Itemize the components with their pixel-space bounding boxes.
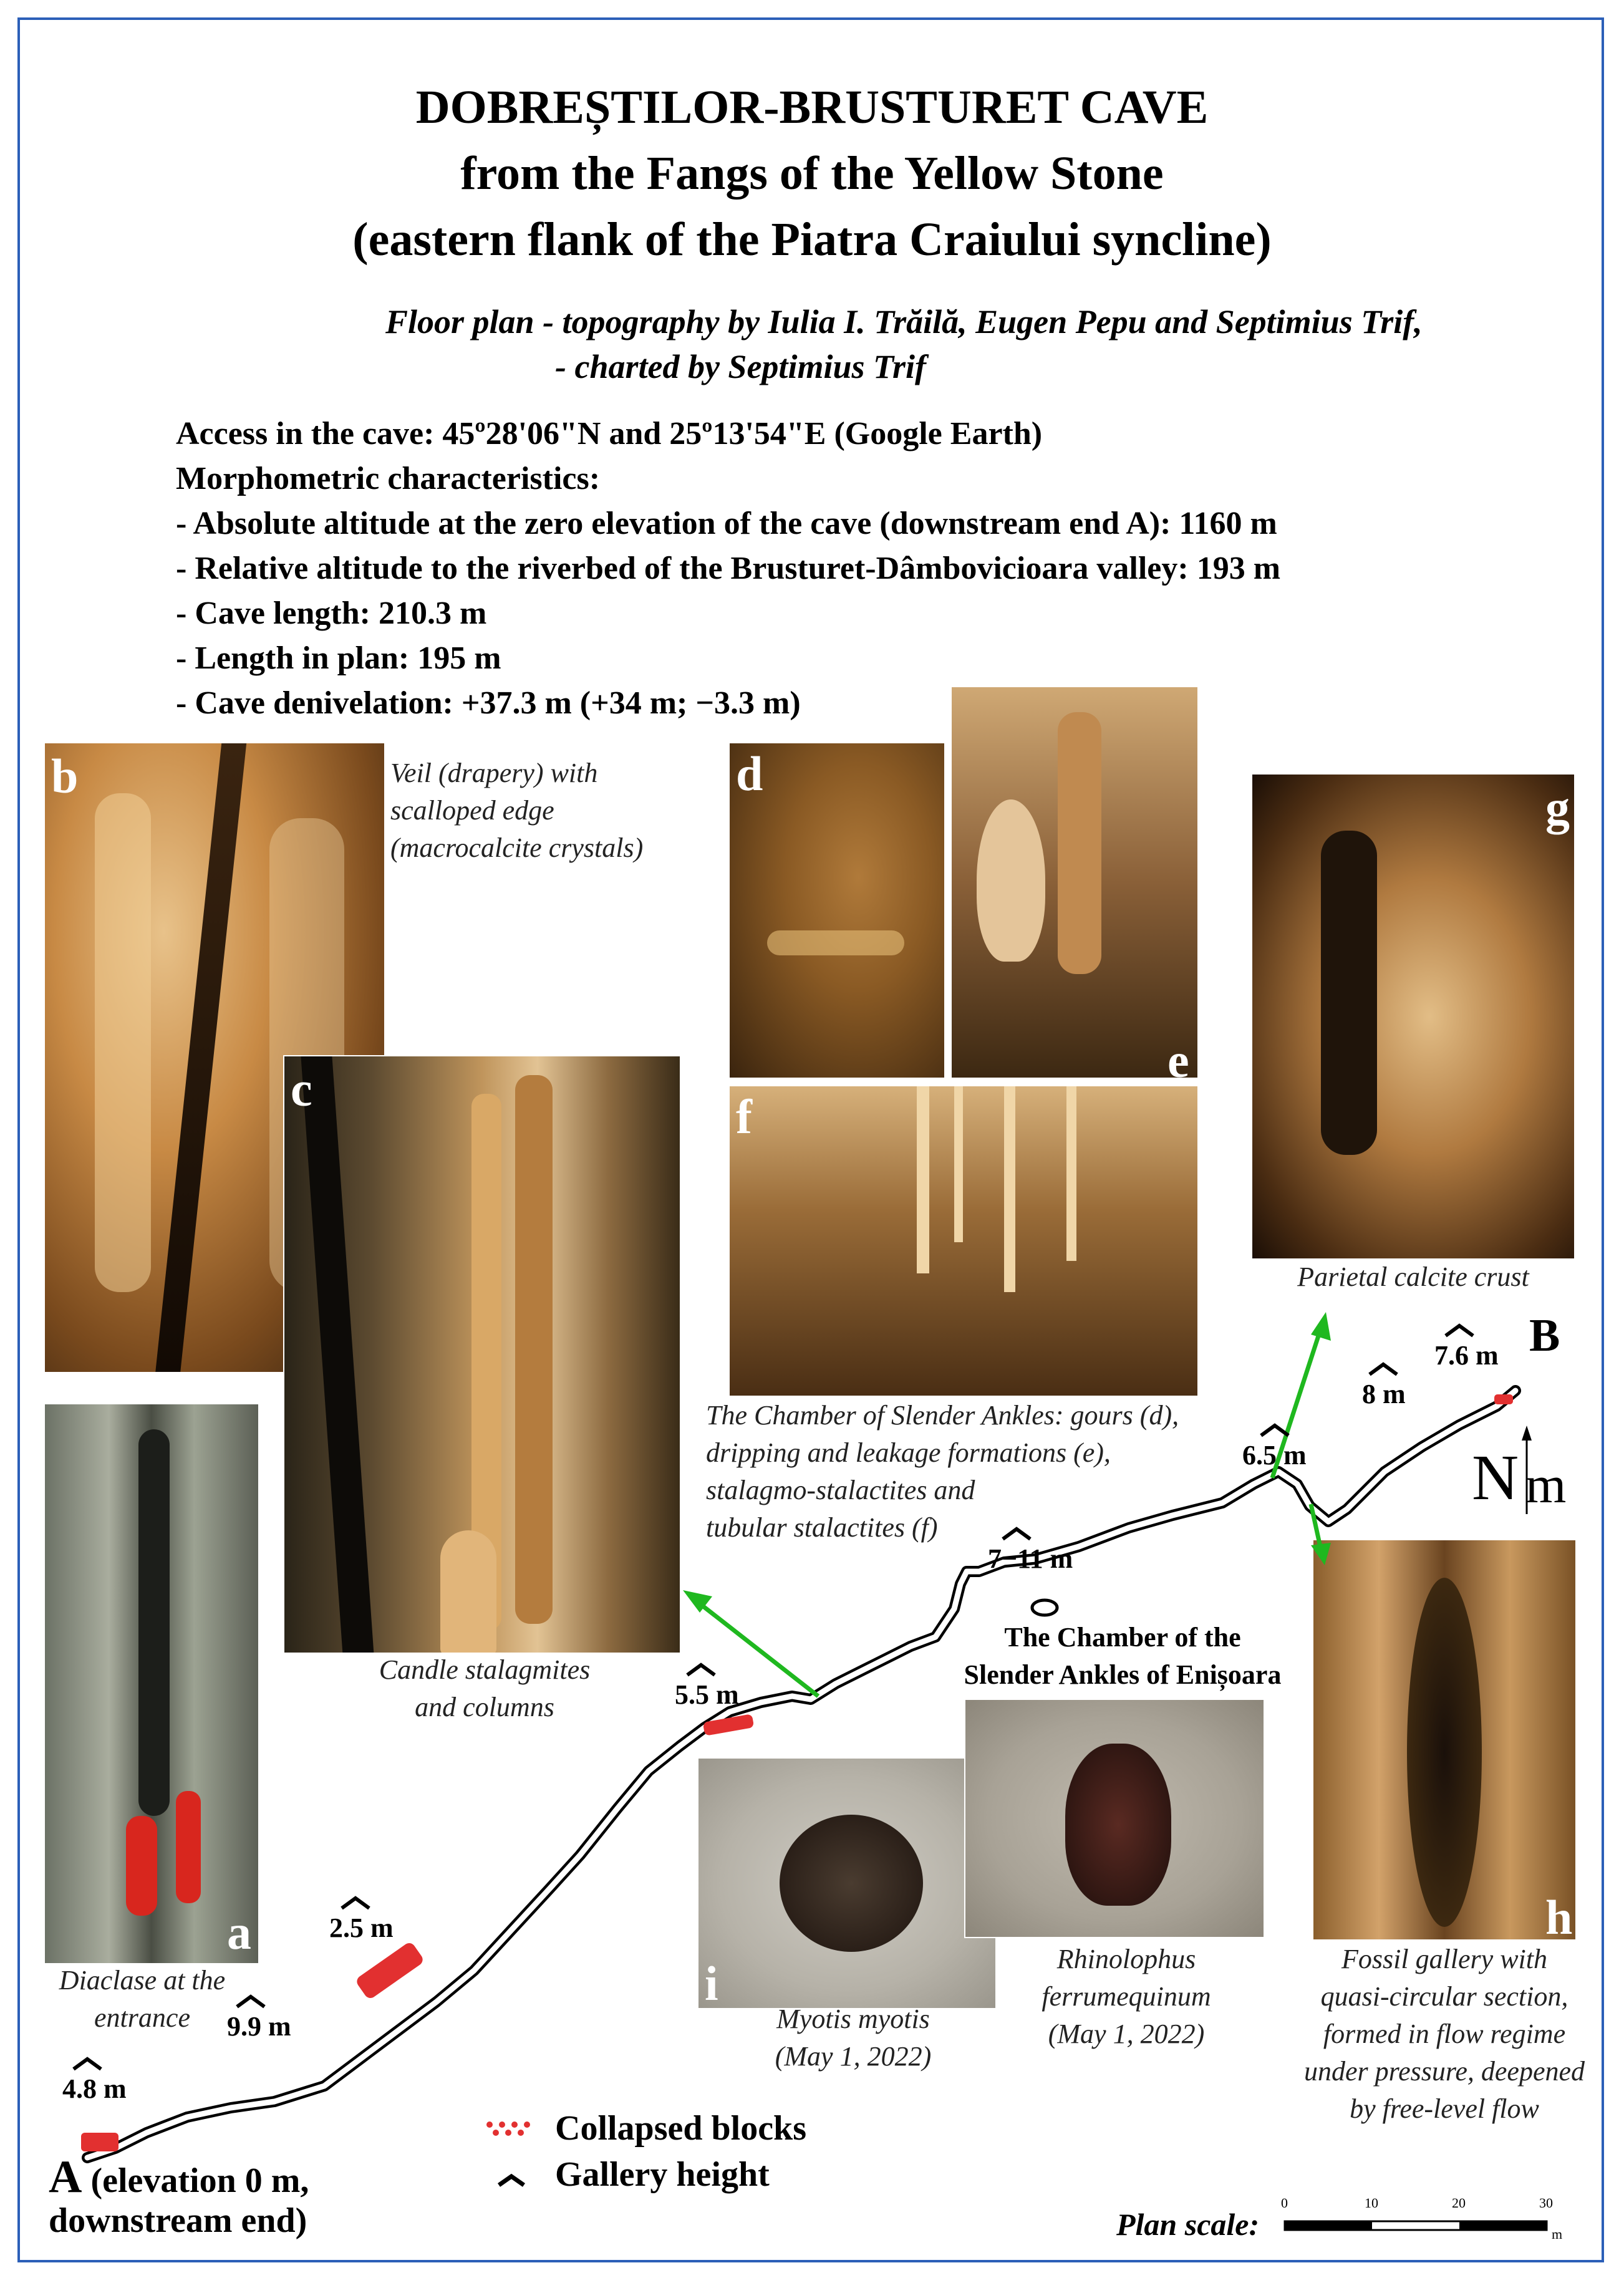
height-label-8: 8 m (1362, 1379, 1406, 1409)
height-label-5-5: 5.5 m (675, 1679, 739, 1710)
caption-c: Candle stalagmites and columns (379, 1654, 591, 1722)
height-label-6-5: 6.5 m (1242, 1440, 1307, 1470)
photo-letter-i: i (705, 1956, 718, 2009)
height-label-4-8: 4.8 m (62, 2073, 127, 2104)
chamber-label: The Chamber of the Slender Ankles of Enișoara (964, 1622, 1282, 1690)
legend-height-label: Gallery height (555, 2155, 770, 2194)
credit-line-1: Floor plan - topography by Iulia I. Trăilă, Eugen Pepu and Septimius Trif, (385, 303, 1423, 340)
north-unit: m (1525, 1456, 1567, 1514)
photo-letter-h: h (1545, 1890, 1573, 1941)
caption-a: Diaclase at the entrance (59, 1965, 226, 2033)
height-label-2-5: 2.5 m (329, 1913, 394, 1943)
title-line-3: (eastern flank of the Piatra Craiului syncline) (352, 213, 1272, 266)
point-a-label (49, 2151, 309, 2203)
scale-tick-30: 30 (1539, 2195, 1553, 2211)
photo-letter-c: c (291, 1062, 312, 1116)
legend-height-symbol (499, 2176, 524, 2185)
info-relative-altitude: - Relative altitude to the riverbed of the Brusturet-Dâmbovicioara valley: 193 m (176, 551, 1281, 586)
collapsed-blocks-marks (81, 1394, 1513, 2151)
info-access: Access in the cave: 45º28'06"N and 25º13'54"E (Google Earth) (176, 416, 1043, 451)
info-cave-length: - Cave length: 210.3 m (176, 596, 487, 631)
chamber-pillar (1032, 1600, 1057, 1615)
info-morphometric-heading: Morphometric characteristics: (176, 461, 601, 496)
scale-label: Plan scale: (1116, 2207, 1260, 2242)
photo-letter-f: f (736, 1089, 752, 1144)
legend-collapsed-symbol (486, 2121, 530, 2136)
photo-letter-b: b (51, 749, 79, 803)
photo-letter-d: d (736, 746, 763, 801)
scale-tick-0: 0 (1281, 2195, 1288, 2211)
height-label-7-6: 7.6 m (1434, 1340, 1499, 1371)
caption-rhinolophus: Rhinolophus ferrumequinum (May 1, 2022) (1042, 1944, 1211, 2049)
point-a-elevation: (elevation 0 m, (82, 2161, 309, 2200)
info-length-in-plan: - Length in plan: 195 m (176, 640, 501, 676)
credit-line-2: - charted by Septimius Trif (555, 348, 926, 385)
caption-f: The Chamber of Slender Ankles: gours (d), dripping and leakage formations (e), stalagmo-stalactites and tubular stalactites (f) (706, 1400, 1179, 1543)
info-denivelation: - Cave denivelation: +37.3 m (+34 m; −3.3 m) (176, 685, 801, 721)
height-label-9-9: 9.9 m (227, 2011, 291, 2042)
scale-bar (1285, 2221, 1547, 2230)
point-a-downstream: downstream end) (49, 2201, 307, 2240)
caption-b: Veil (drapery) with scalloped edge (macrocalcite crystals) (390, 758, 644, 863)
caption-g: Parietal calcite crust (1297, 1262, 1529, 1292)
photo-letter-e: e (1167, 1033, 1189, 1079)
point-b-label: B (1529, 1310, 1560, 1361)
photo-letter-a: a (227, 1905, 251, 1959)
north-letter: N (1472, 1442, 1519, 1513)
caption-h: Fossil gallery with quasi-circular section, formed in flow regime under pressure, deepened by free-level flow (1303, 1944, 1585, 2124)
point-a-letter: A (49, 2151, 82, 2203)
height-label-7-11: 7−11 m (988, 1543, 1073, 1574)
info-absolute-altitude: - Absolute altitude at the zero elevation of the cave (downstream end A): 1160 m (176, 506, 1277, 541)
legend-collapsed-label: Collapsed blocks (555, 2109, 806, 2148)
scale-unit: m (1552, 2226, 1563, 2242)
caption-i: Myotis myotis (May 1, 2022) (775, 2004, 932, 2072)
scale-tick-10: 10 (1365, 2195, 1378, 2211)
title-line-2: from the Fangs of the Yellow Stone (460, 147, 1164, 200)
photo-letter-g: g (1545, 780, 1570, 834)
north-arrow-head (1522, 1426, 1532, 1441)
title-line-1: DOBREȘTILOR-BRUSTURET CAVE (415, 81, 1209, 133)
scale-tick-20: 20 (1452, 2195, 1466, 2211)
cave-gallery-outline (87, 1391, 1515, 2158)
